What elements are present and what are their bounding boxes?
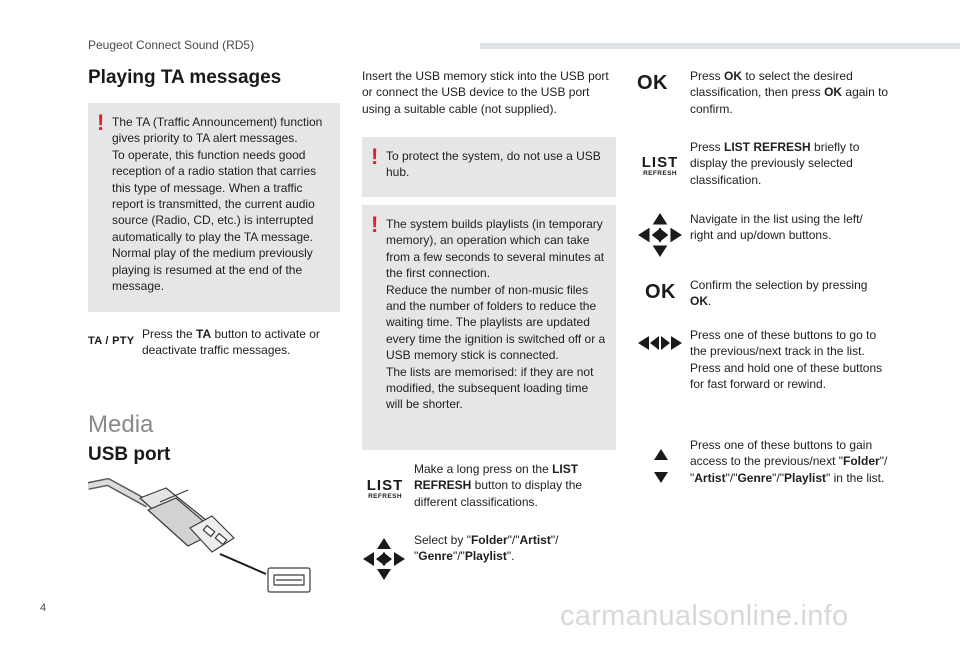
usb-hub-warning bbox=[362, 137, 616, 197]
ta-warning-note bbox=[88, 103, 340, 312]
usb-heading: USB port bbox=[88, 444, 171, 465]
ok-button-icon: OK bbox=[645, 281, 676, 303]
left-right-arrows-icon bbox=[637, 333, 683, 353]
ta-heading: Playing TA messages bbox=[88, 67, 282, 88]
media-heading: Media bbox=[88, 411, 154, 438]
usb-intro: Insert the USB memory stick into the USB port or connect the USB device to the USB port using a suitable cable (not supplied). bbox=[362, 69, 609, 116]
warning-icon: ! bbox=[371, 212, 379, 237]
running-header: Peugeot Connect Sound (RD5) bbox=[88, 38, 255, 52]
navigate-list-text: Navigate in the list using the left/ right and up/down buttons. bbox=[690, 212, 863, 243]
classification-access-text: Press one of these buttons to gain access to the previous/next "Folder"/ "Artist"/"Genre"/"Playlist" in the list. bbox=[690, 438, 888, 485]
watermark: carmanualsonline.info bbox=[560, 600, 849, 632]
playlist-warning-line-2: Reduce the number of non-music files and the number of folders to reduce the waiting time. The playlists are updated every time the ignition is switched off or a USB memory stick is connected. bbox=[386, 282, 606, 363]
header-bar bbox=[480, 43, 960, 49]
ta-pty-button-icon: TA / PTY bbox=[88, 335, 135, 347]
usb-hub-warning-text: To protect the system, do not use a USB hub. bbox=[386, 149, 601, 180]
list-refresh-button-icon: LIST REFRESH bbox=[641, 154, 679, 177]
list-long-press-text: Make a long press on the LIST REFRESH button to display the different classifications. bbox=[414, 462, 583, 509]
playlist-warning bbox=[362, 205, 616, 450]
playlist-warning-line-1: The system builds playlists (in temporary memory), an operation which can take from a few seconds to several minutes at the first connection. bbox=[386, 217, 605, 281]
four-way-arrows-icon bbox=[362, 537, 406, 581]
track-navigation-text: Press one of these buttons to go to the previous/next track in the list. Press and hold one of these buttons for fast forward or rewind. bbox=[690, 328, 883, 392]
ta-instruction: Press the TA button to activate or deactivate traffic messages. bbox=[142, 327, 320, 358]
up-down-arrows-icon bbox=[652, 448, 670, 484]
ok-button-icon: OK bbox=[637, 72, 668, 94]
four-way-arrows-icon bbox=[637, 212, 683, 258]
list-refresh-brief-text: Press LIST REFRESH briefly to display the previously selected classification. bbox=[690, 140, 860, 187]
playlist-warning-line-3: The lists are memorised: if they are not modified, the subsequent loading time will be shorter. bbox=[386, 364, 594, 412]
confirm-selection-text: Confirm the selection by pressing OK. bbox=[690, 278, 868, 309]
usb-stick-illustration bbox=[88, 476, 318, 596]
warning-icon: ! bbox=[97, 110, 105, 135]
select-classification-text: Select by "Folder"/"Artist"/ "Genre"/"Playlist". bbox=[414, 533, 559, 564]
ta-note-line-1: The TA (Traffic Announcement) function gives priority to TA alert messages. bbox=[112, 115, 323, 146]
ta-note-line-2: To operate, this function needs good reception of a radio station that carries this type of message. When a traffic report is transmitted, the current audio source (Radio, CD, etc.) is interrupted automatically to play the TA message. Normal play of the medium previously playing is resumed at the end of the message. bbox=[112, 147, 317, 294]
ok-select-text: Press OK to select the desired classification, then press OK again to confirm. bbox=[690, 69, 889, 116]
page-number: 4 bbox=[40, 602, 47, 614]
warning-icon: ! bbox=[371, 144, 379, 169]
list-refresh-button-icon: LIST REFRESH bbox=[366, 477, 404, 500]
